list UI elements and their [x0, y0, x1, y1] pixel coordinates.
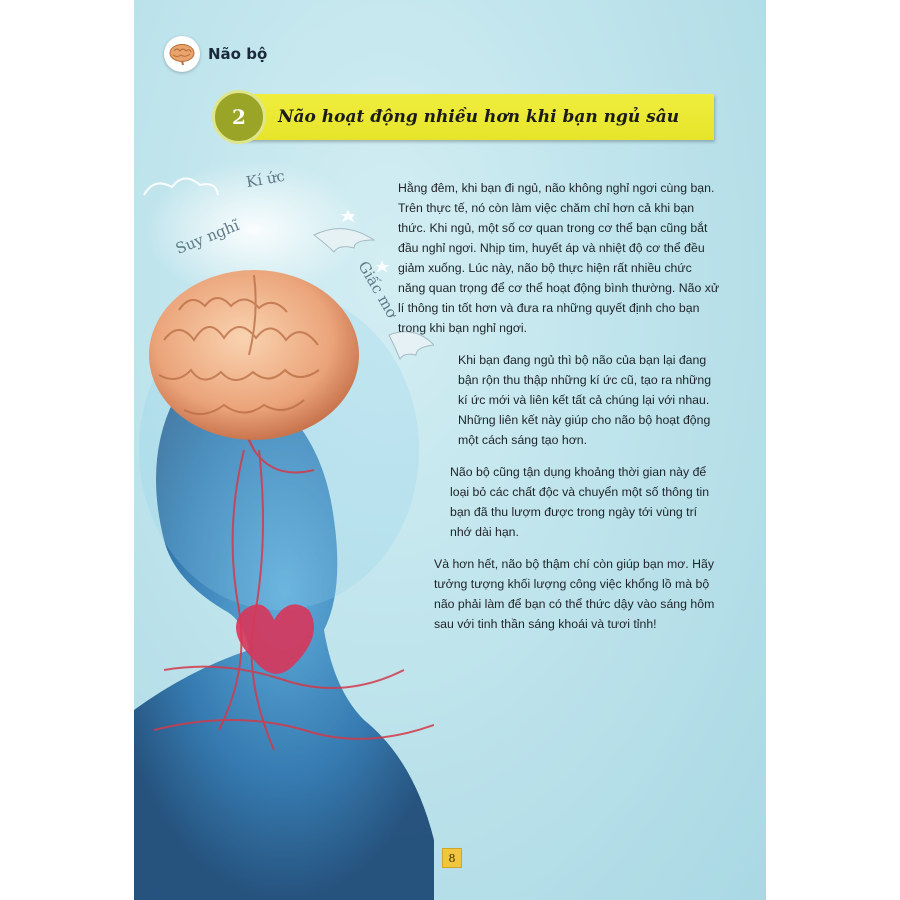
section-header	[164, 36, 267, 72]
label-thinking: Suy nghĩ	[173, 216, 242, 258]
label-memory: Kí ức	[244, 166, 287, 192]
paragraph: Não bộ cũng tận dụng khoảng thời gian này để loại bỏ các chất độc và chuyển một số thông tin bạn đã thu lượm được trong ngày tới vùng trí nhớ dài hạn.	[450, 465, 710, 539]
chapter-title: Não hoạt động nhiều hơn khi bạn ngủ sâu	[278, 107, 680, 127]
brain-icon	[164, 36, 200, 72]
article-body	[398, 178, 720, 646]
section-label: Não bộ	[208, 45, 268, 63]
chapter-number: 2	[212, 90, 266, 144]
paragraph: Khi bạn đang ngủ thì bộ não của bạn lại đang bận rộn thu thập những kí ức cũ, tạo ra những kí ức mới và liên kết tất cả chúng lại với nhau. Những liên kết này giúp cho não bộ hoạt động một cách sáng tạo hơn.	[458, 353, 712, 447]
book-page	[134, 0, 766, 900]
brain-body-illustration	[134, 150, 434, 900]
page-number: 8	[442, 848, 462, 868]
chapter-title-band	[232, 94, 714, 140]
paragraph: Hằng đêm, khi bạn đi ngủ, não không nghỉ ngơi cùng bạn. Trên thực tế, nó còn làm việc chăm chỉ hơn cả khi bạn thức. Khi ngủ, một số cơ quan trong cơ thể bạn cũng bắt đầu nghỉ ngơi. Nhịp tim, huyết áp và nhiệt độ cơ thể đều giảm xuống. Lúc này, não bộ thực hiện rất nhiều chức năng quan trọng để cơ thể hoạt động bình thường. Não xử lí thông tin tốt hơn và đưa ra những quyết định cho bạn trong khi bạn nghỉ ngơi.	[398, 181, 720, 335]
paragraph: Và hơn hết, não bộ thậm chí còn giúp bạn mơ. Hãy tưởng tượng khối lượng công việc khổng lồ mà bộ não phải làm để bạn có thể thức dậy vào sáng hôm sau với tinh thần sáng khoái và tươi tỉnh!	[434, 557, 715, 631]
label-dream: Giấc mơ	[354, 258, 402, 322]
chapter-title-banner	[212, 90, 714, 144]
